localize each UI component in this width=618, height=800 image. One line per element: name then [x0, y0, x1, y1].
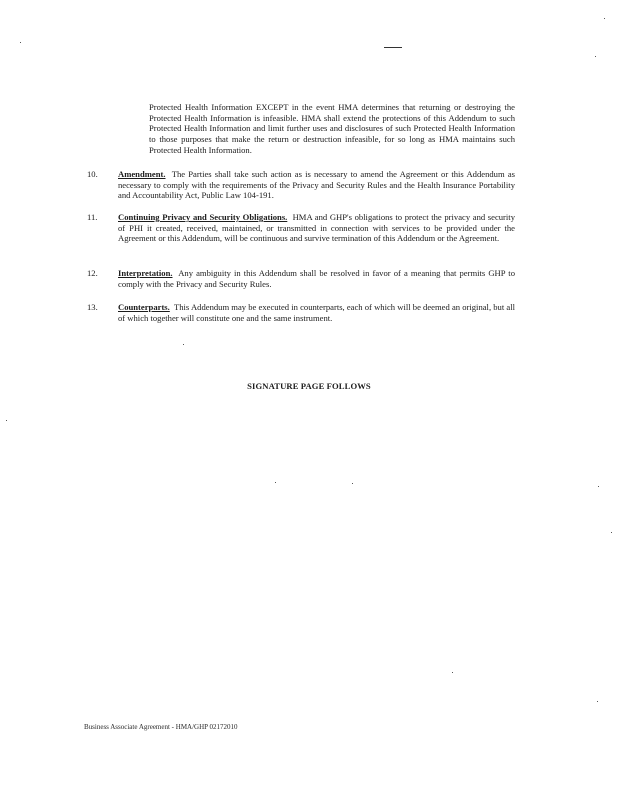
section-number-12: 12.	[87, 268, 98, 278]
section-number-10: 10.	[87, 169, 98, 179]
scan-speck	[20, 42, 21, 43]
section-heading: Counterparts.	[118, 302, 170, 312]
section-text: This Addendum may be executed in counterparts, each of which will be deemed an original, but all of which together will constitute one and the same instrument.	[118, 302, 515, 323]
section-text: Any ambiguity in this Addendum shall be resolved in favor of a meaning that permits GHP to comply with the Privacy and Security Rules.	[118, 268, 515, 289]
signature-notice: SIGNATURE PAGE FOLLOWS	[247, 381, 371, 391]
section-13	[118, 302, 515, 323]
section-heading: Amendment.	[118, 169, 166, 179]
scan-speck	[6, 420, 7, 421]
section-text: HMA and GHP's obligations to protect the privacy and security of PHI it created, received, maintained, or transmitted in connection with services to be provided under the Agreement or this Addendum, will be continuous and survive termination of this Addendum or the Agreement.	[118, 212, 515, 244]
scan-speck	[611, 532, 612, 533]
scan-speck	[598, 486, 599, 487]
section-heading: Continuing Privacy and Security Obligations.	[118, 212, 288, 222]
section-10	[118, 169, 515, 201]
scan-speck	[597, 701, 598, 702]
top-rule	[384, 47, 402, 48]
scan-speck	[275, 482, 276, 483]
carryover-paragraph: Protected Health Information EXCEPT in the event HMA determines that returning or destroying the Protected Health Information is infeasible. HMA shall extend the protections of this Addendum to such Protected Health Information and limit further uses and disclosures of such Protected Health Information to those purposes that make the return or destruction infeasible, for so long as HMA maintains such Protected Health Information.	[149, 102, 515, 155]
section-12	[118, 268, 515, 289]
section-text: The Parties shall take such action as is necessary to amend the Agreement or this Addendum as necessary to comply with the requirements of the Privacy and Security Rules and the Health Insurance Portability and Accountability Act, Public Law 104-191.	[118, 169, 515, 201]
scan-speck	[352, 483, 353, 484]
scan-speck	[452, 672, 453, 673]
section-heading: Interpretation.	[118, 268, 173, 278]
section-number-13: 13.	[87, 302, 98, 312]
page-footer: Business Associate Agreement - HMA/GHP 02172010	[84, 723, 238, 731]
section-number-11: 11.	[87, 212, 98, 222]
scan-speck	[604, 18, 605, 19]
scan-speck	[595, 56, 596, 57]
scan-speck	[183, 344, 184, 345]
section-11	[118, 212, 515, 244]
